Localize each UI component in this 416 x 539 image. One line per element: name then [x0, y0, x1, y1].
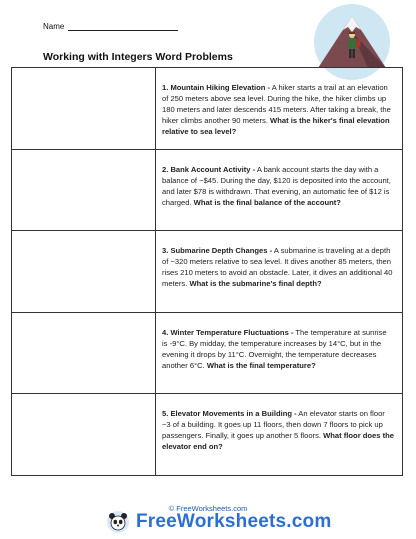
- problem-heading: 1. Mountain Hiking Elevation -: [162, 83, 271, 92]
- problem-row: [12, 394, 402, 475]
- problem-question: What is the final balance of the account?: [193, 197, 341, 207]
- problem-body: A submarine is traveling at a depth of −320 meters relative to sea level. It dives another 85 meters, then rises 210 meters to avoid an obstacle. Later, it dives an additional 40 meters.: [162, 246, 393, 289]
- brand-logo[interactable]: [106, 510, 331, 534]
- footer-url-link[interactable]: © FreeWorksheets.com: [168, 504, 248, 513]
- problem-row: [12, 150, 402, 232]
- answer-cell: [12, 68, 156, 149]
- problem-text: [156, 313, 402, 394]
- problem-text: [156, 150, 402, 231]
- problem-text: [156, 68, 402, 149]
- problem-heading: 2. Bank Account Activity -: [162, 164, 256, 174]
- problem-heading: 4. Winter Temperature Fluctuations -: [162, 327, 294, 337]
- brand-name: FreeWorksheets.com: [136, 511, 332, 532]
- problem-question: What is the final temperature?: [206, 360, 316, 370]
- problem-text: [156, 394, 402, 475]
- answer-cell: [12, 313, 156, 394]
- problem-row: [12, 313, 402, 395]
- panda-icon: [106, 510, 130, 534]
- page-title: Working with Integers Word Problems: [43, 51, 233, 63]
- problem-question: What is the submarine's final depth?: [189, 279, 322, 289]
- problem-body: A bank account starts the day with a balance of −$45. During the day, $120 is deposited into the account, and later $78 is withdrawn. That evening, an automatic fee of $12 is charged.: [162, 164, 391, 207]
- name-label: Name: [43, 22, 65, 31]
- problem-row: [12, 68, 402, 150]
- name-field: [43, 22, 178, 31]
- answer-cell: [12, 150, 156, 231]
- problem-body: The temperature at sunrise is -9°C. By midday, the temperature increases by 14°C, but in the evening it drops by 11°C. Overnight, the temperature decreases another 6°C.: [162, 327, 387, 370]
- name-blank-line: [68, 22, 178, 31]
- problem-question: What is the hiker's final elevation relative to sea level?: [162, 116, 390, 136]
- problem-body: An elevator starts on floor −3 of a building. It goes up 11 floors, then down 7 floors to pick up passengers. Finally, it goes up another 5 floors.: [162, 409, 385, 441]
- problem-heading: 5. Elevator Movements in a Building -: [162, 409, 297, 419]
- problem-question: What floor does the elevator end on?: [162, 431, 394, 452]
- problem-body: A hiker starts a trail at an elevation of 250 meters above sea level. During the hike, the hiker climbs up 180 meters and later descends 415 meters. After taking a break, the hiker climbs another 90 meters.: [162, 83, 391, 125]
- answer-cell: [12, 231, 156, 312]
- problem-heading: 3. Submarine Depth Changes -: [162, 246, 273, 256]
- problem-row: [12, 231, 402, 313]
- answer-cell: [12, 394, 156, 475]
- problems-table: [11, 67, 403, 476]
- problem-text: [156, 231, 402, 312]
